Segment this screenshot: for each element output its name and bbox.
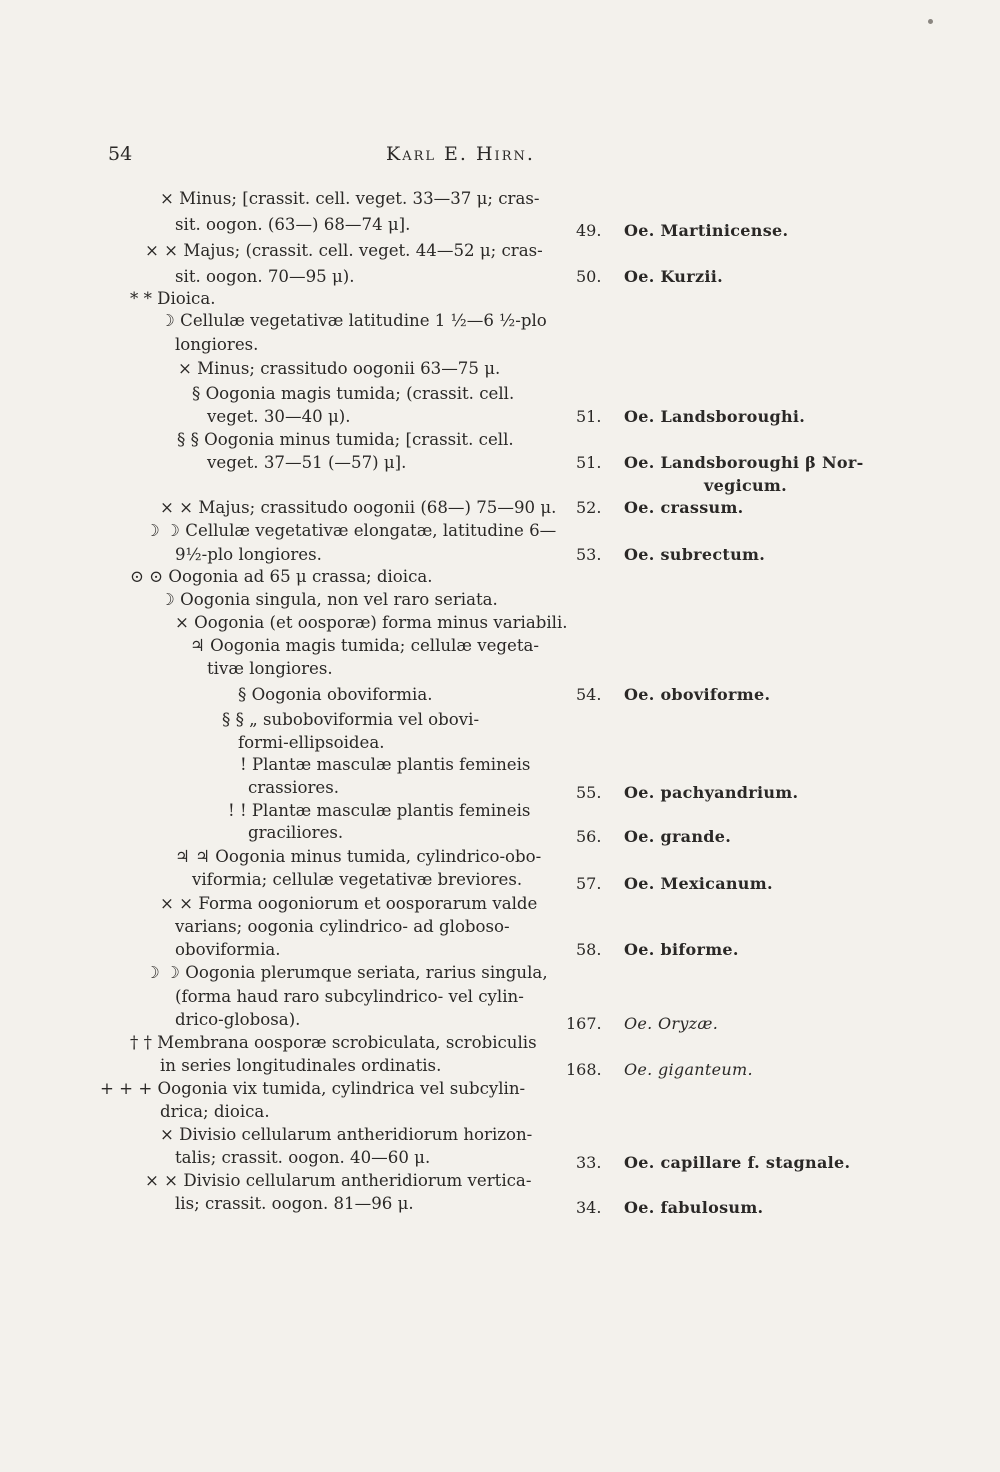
page-number: 54 (108, 143, 133, 165)
key-line: tivæ longiores. (207, 659, 333, 678)
species-number: 167. (566, 1014, 602, 1033)
species-name: Oe. Oryzæ. (624, 1014, 719, 1033)
species-number: 54. (576, 685, 602, 704)
species-name: Oe. capillare f. stagnale. (624, 1153, 851, 1172)
species-name: Oe. crassum. (624, 498, 744, 517)
species-name: Oe. Landsboroughi. (624, 407, 806, 426)
key-line: § § Oogonia minus tumida; [crassit. cell. (177, 430, 514, 449)
key-line: 9½-plo longiores. (175, 545, 322, 564)
key-line: ! ! Plantæ masculæ plantis femineis (228, 801, 531, 820)
key-line: sit. oogon. (63—) 68—74 μ]. (175, 215, 411, 234)
key-line: ♃ ♃ Oogonia minus tumida, cylindrico-obo- (175, 847, 542, 866)
species-number: 50. (576, 267, 602, 286)
key-line: § Oogonia magis tumida; (crassit. cell. (192, 384, 515, 403)
key-line: sit. oogon. 70—95 μ). (175, 267, 355, 286)
species-number: 168. (566, 1060, 602, 1079)
key-line: drica; dioica. (160, 1102, 270, 1121)
species-name: Oe. pachyandrium. (624, 783, 799, 802)
key-line: viformia; cellulæ vegetativæ breviores. (192, 870, 523, 889)
key-line: formi-ellipsoidea. (238, 733, 385, 752)
key-line: varians; oogonia cylindrico- ad globoso- (175, 917, 510, 936)
show-through-ghost-1 (330, 148, 335, 167)
show-through-ghost-2 (720, 200, 725, 219)
key-line: lis; crassit. oogon. 81—96 μ. (175, 1194, 414, 1213)
species-name: Oe. Mexicanum. (624, 874, 773, 893)
key-line: in series longitudinales ordinatis. (160, 1056, 442, 1075)
species-name: Oe. Martinicense. (624, 221, 789, 240)
key-line: × × Forma oogoniorum et oosporarum valde (160, 894, 538, 913)
key-line: × × Majus; crassitudo oogonii (68—) 75—90 μ. (160, 498, 557, 517)
key-line: * * Dioica. (130, 289, 216, 308)
key-line: ☽ Oogonia singula, non vel raro seriata. (160, 590, 498, 609)
species-number: 55. (576, 783, 602, 802)
key-line: † † Membrana oosporæ scrobiculata, scrobiculis (130, 1033, 537, 1052)
species-name: Oe. Kurzii. (624, 267, 723, 286)
key-line: veget. 30—40 μ). (207, 407, 351, 426)
species-number: 52. (576, 498, 602, 517)
key-line: ♃ Oogonia magis tumida; cellulæ vegeta- (190, 636, 540, 655)
key-line: § § „ suboboviformia vel obovi- (222, 710, 480, 729)
species-number: 58. (576, 940, 602, 959)
key-line: drico-globosa). (175, 1010, 301, 1029)
key-line: × Minus; [crassit. cell. veget. 33—37 μ; cras- (160, 189, 540, 208)
species-name: Oe. subrectum. (624, 545, 766, 564)
key-line: ☽ ☽ Cellulæ vegetativæ elongatæ, latitudine 6— (145, 521, 557, 540)
key-line: longiores. (175, 335, 259, 354)
species-number: 51. (576, 453, 602, 472)
key-line: + + + Oogonia vix tumida, cylindrica vel subcylin- (100, 1079, 526, 1098)
species-name: vegicum. (704, 476, 788, 495)
key-line: § Oogonia oboviformia. (238, 685, 433, 704)
species-number: 34. (576, 1198, 602, 1217)
species-name: Oe. giganteum. (624, 1060, 753, 1079)
key-line: ⊙ ⊙ Oogonia ad 65 μ crassa; dioica. (130, 567, 433, 586)
key-line: ☽ Cellulæ vegetativæ latitudine 1 ½—6 ½-plo (160, 311, 547, 330)
species-number: 51. (576, 407, 602, 426)
ink-spot (928, 19, 933, 24)
key-line: crassiores. (248, 778, 339, 797)
key-line: × Minus; crassitudo oogonii 63—75 μ. (178, 359, 501, 378)
key-line: talis; crassit. oogon. 40—60 μ. (175, 1148, 431, 1167)
species-name: Oe. oboviforme. (624, 685, 771, 704)
key-line: × Divisio cellularum antheridiorum horizon- (160, 1125, 533, 1144)
key-line: ☽ ☽ Oogonia plerumque seriata, rarius singula, (145, 963, 548, 982)
species-name: Oe. fabulosum. (624, 1198, 764, 1217)
key-line: oboviformia. (175, 940, 281, 959)
species-name: Oe. Landsboroughi β Nor- (624, 453, 864, 472)
key-line: ! Plantæ masculæ plantis femineis (240, 755, 531, 774)
species-number: 53. (576, 545, 602, 564)
species-number: 56. (576, 827, 602, 846)
species-number: 33. (576, 1153, 602, 1172)
species-name: Oe. biforme. (624, 940, 739, 959)
key-line: veget. 37—51 (—57) μ]. (207, 453, 407, 472)
species-name: Oe. grande. (624, 827, 732, 846)
key-line: graciliores. (248, 823, 344, 842)
key-line: × × Majus; (crassit. cell. veget. 44—52 μ; cras- (145, 241, 543, 260)
key-line: × × Divisio cellularum antheridiorum vertica- (145, 1171, 532, 1190)
key-line: × Oogonia (et oosporæ) forma minus variabili. (175, 613, 568, 632)
species-number: 49. (576, 221, 602, 240)
species-number: 57. (576, 874, 602, 893)
key-line: (forma haud raro subcylindrico- vel cylin- (175, 987, 524, 1006)
running-head: Karl E. Hirn. (386, 143, 535, 165)
